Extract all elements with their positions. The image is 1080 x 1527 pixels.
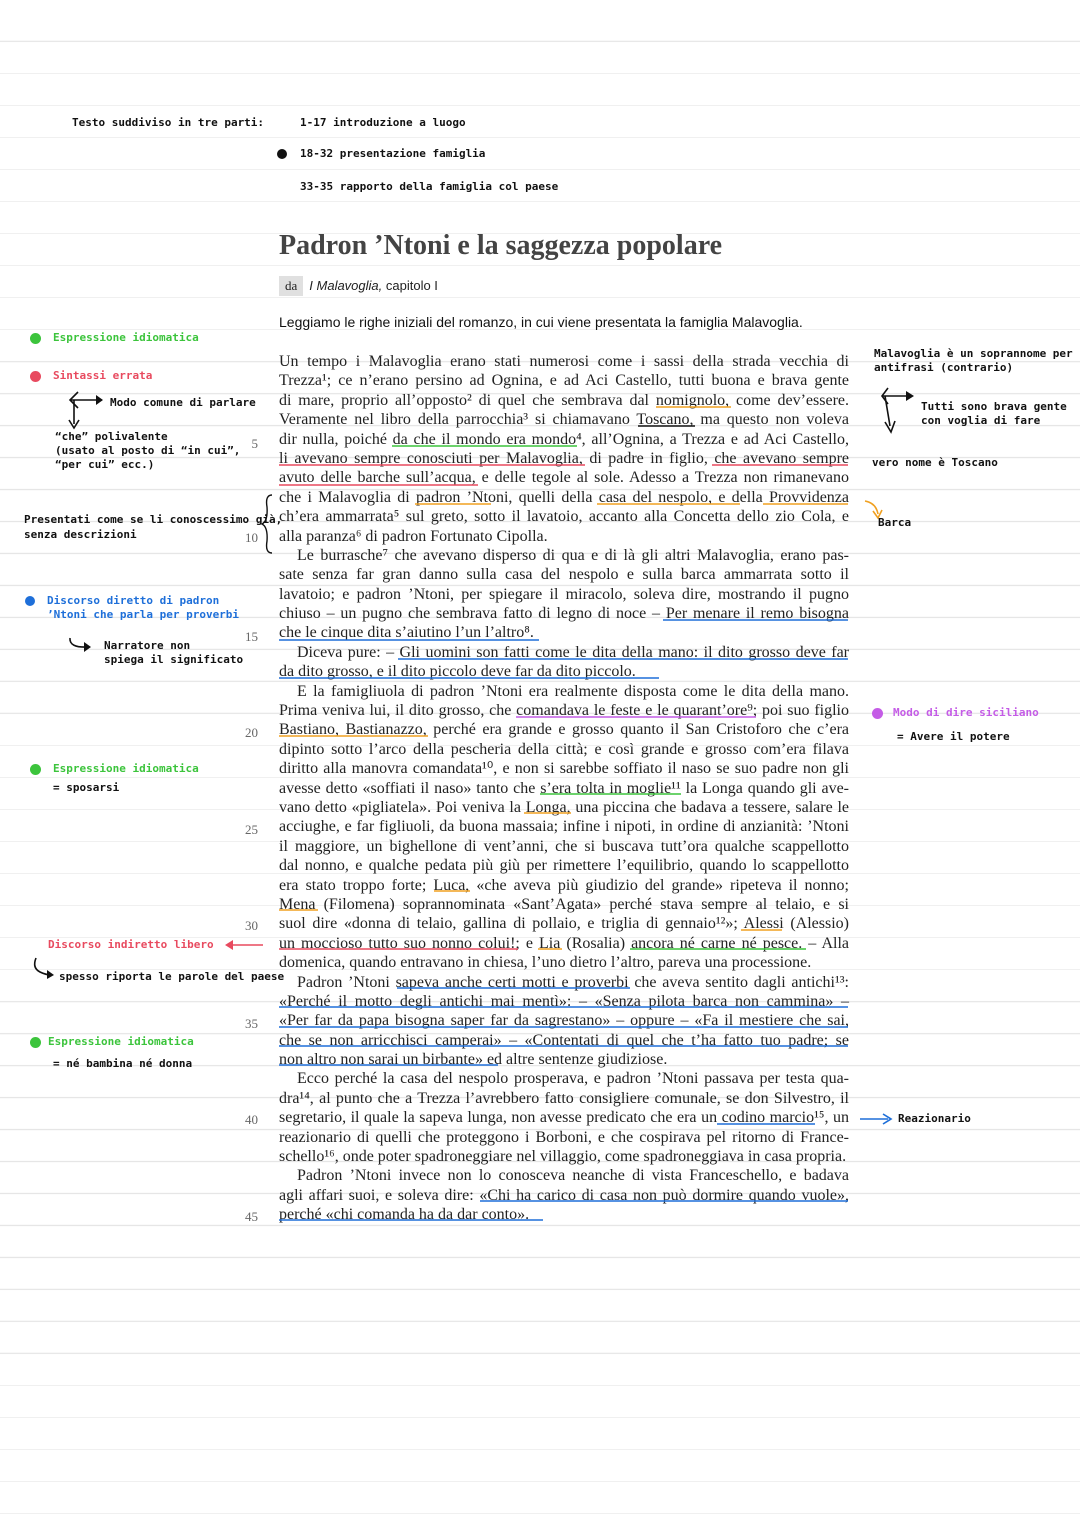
note-sicilian: Modo di dire siciliano bbox=[893, 706, 1039, 719]
passage-line: Padron ’Ntoni invece non lo conosceva neanche di vista Franceschello, e badava bbox=[297, 1167, 849, 1185]
passage-line: Bastiano, Bastianazzo, perché era grande e grosso quanto il San Cristoforo che c’era bbox=[279, 721, 849, 739]
line-number: 45 bbox=[245, 1209, 258, 1224]
passage-line: Diceva pure: – Gli uomini son fatti come le dita della mano: il dito grosso deve far bbox=[297, 643, 849, 661]
passage-line: che i Malavoglia di padron ’Ntoni, quelli della casa del nespolo, e della Provvidenza bbox=[279, 488, 849, 506]
passage-line: E la famigliuola di padron ’Ntoni era realmente disposta come le dita della mano. bbox=[297, 682, 849, 700]
note-free-indirect: Discorso indiretto libero bbox=[48, 938, 214, 951]
line-number: 10 bbox=[245, 530, 258, 545]
red-dot-icon bbox=[30, 371, 41, 382]
source-work: I Malavoglia, bbox=[309, 278, 383, 293]
passage-line: da dito grosso, e il dito piccolo deve far da dito piccolo. bbox=[279, 663, 636, 681]
note-che-3: “per cui” ecc.) bbox=[55, 458, 155, 471]
source-prefix: da bbox=[279, 276, 303, 296]
passage-line: dipinto sotto l’arco della pescheria della città; e così grande e grosso com’era filava bbox=[279, 740, 849, 758]
line-number: 5 bbox=[251, 436, 258, 451]
passage-line: Mena (Filomena) soprannominata «Sant’Agata» perché stava sempre al telaio, e si bbox=[279, 895, 849, 913]
passage-line: acciughe, e far figliuoli, da buona massaia; infine i nipoti, in ordine di anzianità: ’Ntoni bbox=[279, 818, 849, 836]
source-line bbox=[279, 276, 438, 296]
passage-line: Padron ’Ntoni sapeva anche certi motti e proverbi che aveva sentito dagli antichi¹³: bbox=[297, 973, 849, 991]
note-reactionary: Reazionario bbox=[898, 1112, 971, 1125]
line-number: 20 bbox=[245, 725, 258, 740]
passage-line: «Perché il motto degli antichi mai mentì»: – «Senza pilota barca non cammina» – bbox=[279, 992, 849, 1010]
passage-line: agli affari suoi, e soleva dire: «Chi ha carico di casa non può dormire quando vuole», bbox=[279, 1186, 849, 1204]
note-narrator-1: Narratore non bbox=[104, 639, 191, 652]
passage-line: dra¹⁴, al punto che a Trezza l’avrebbero fatto consigliere comunale, se don Silvestro, il bbox=[279, 1089, 849, 1107]
note-village-words: spesso riporta le parole del paese bbox=[59, 970, 285, 983]
passage-line: reazionario di quelli che proteggono i Borboni, e che cospirava pel ritorno di France- bbox=[279, 1128, 849, 1146]
curved-arrow-icon bbox=[66, 390, 106, 434]
line-number: 35 bbox=[245, 1016, 258, 1031]
note-sicilian-meaning: = Avere il potere bbox=[897, 730, 1010, 743]
passage-line: avuto delle barche sull’acqua, e delle tegole al sole. Adesso a Trezza non rimanevano bbox=[279, 469, 849, 487]
note-nickname-1: Malavoglia è un soprannome per bbox=[874, 347, 1073, 360]
curved-arrow-icon bbox=[30, 956, 58, 980]
note-presented-1: Presentati come se li conoscessimo già, bbox=[24, 513, 283, 526]
part-1: 1-17 introduzione a luogo bbox=[300, 116, 466, 129]
passage-line: di mare, proprio all’opposto² di quel che sembrava dal nomignolo, come dev’essere. bbox=[279, 391, 849, 409]
passage-line: «Per far da papa bisogna saper far da sagrestano» – oppure – «Fa il mestiere che sai, bbox=[279, 1012, 849, 1030]
passage-line: che le cinque dita s’aiutino l’un l’altro⁸. bbox=[279, 624, 534, 642]
passage-line: Le burrasche⁷ che avevano disperso di qua e di là gli altri Malavoglia, erano pas- bbox=[297, 546, 849, 564]
line-number: 25 bbox=[245, 822, 258, 837]
passage-line: dal nonno, e qualche pedata più giù per rimettere l’equilibrio, quando lo scappellotto bbox=[279, 857, 849, 875]
purple-dot-icon bbox=[872, 708, 883, 719]
blue-dot-icon bbox=[25, 596, 35, 606]
green-dot-icon bbox=[30, 333, 41, 344]
note-idiom-3: Espressione idiomatica bbox=[48, 1035, 194, 1048]
note-direct-2: ’Ntoni che parla per proverbi bbox=[47, 608, 240, 621]
line-number: 15 bbox=[245, 629, 258, 644]
passage-line: Un tempo i Malavoglia erano stati numerosi come i sassi della strada vecchia di bbox=[279, 353, 849, 370]
note-boat: Barca bbox=[878, 516, 912, 529]
note-presented-2: senza descrizioni bbox=[24, 528, 137, 541]
passage-line: chiuso – un pugno che sembrava fatto di legno di noce – Per menare il remo bisogna bbox=[279, 605, 849, 623]
note-idiom-3-meaning: = né bambina né donna bbox=[53, 1057, 193, 1070]
passage-line: avesse detto «soffiati il naso» tanto che s’era tolta in moglie¹¹ la Longa quando gli ave- bbox=[279, 779, 849, 797]
passage-line: segretario, il quale la sapeva lunga, non avesse predicato che era un codino marcio¹⁵, un bbox=[279, 1109, 849, 1127]
green-dot-icon bbox=[30, 764, 41, 775]
note-direct-1: Discorso diretto di padron bbox=[47, 594, 220, 607]
division-label: Testo suddiviso in tre parti: bbox=[72, 116, 265, 129]
line-number: 40 bbox=[245, 1112, 258, 1127]
left-arrow-icon bbox=[223, 938, 265, 952]
passage-line: un moccioso tutto suo nonno colui!; e Lia (Rosalia) ancora né carne né pesce. – Alla bbox=[279, 934, 849, 952]
note-che-2: (usato al posto di “in cui”, bbox=[55, 444, 241, 457]
passage-line: lavatoio; e padron ’Ntoni, per spiegare il miracolo, soleva dire, mostrando il pugno bbox=[279, 585, 849, 603]
note-idiom-2-meaning: = sposarsi bbox=[53, 781, 120, 794]
bullet-icon bbox=[277, 149, 287, 159]
note-che-1: “che” polivalente bbox=[55, 430, 168, 443]
green-dot-icon bbox=[30, 1037, 41, 1048]
passage-line: perché «chi comanda ha da dar conto». bbox=[279, 1206, 530, 1224]
curved-arrow-icon bbox=[878, 386, 918, 440]
part-3: 33-35 rapporto della famiglia col paese bbox=[300, 180, 559, 193]
passage-line: ch’era ammarrata⁵ sul greto, sotto il lavatoio, accanto alla Concetta dello zio Cola, e bbox=[279, 508, 849, 526]
passage-line: era stato troppo forte; Luca, «che aveva più giudizio del grande» ripeteva il nonno; bbox=[279, 876, 849, 894]
note-good-people-2: con voglia di fare bbox=[921, 414, 1041, 427]
passage bbox=[279, 352, 849, 1225]
passage-line: domenica, quando entravano in chiesa, l’uno dietro l’altro, pareva una processione. bbox=[279, 954, 812, 972]
passage-line: diritto alla manovra comandata¹⁰, e non si sarebbe soffiato il naso se suo padre non gli bbox=[279, 760, 849, 778]
note-narrator-2: spiega il significato bbox=[104, 653, 244, 666]
passage-line: Ecco perché la casa del nespolo prosperava, e padron ’Ntoni passava per testa qua- bbox=[297, 1070, 849, 1088]
intro-text: Leggiamo le righe iniziali del romanzo, in cui viene presentata la famiglia Malavoglia. bbox=[279, 314, 803, 330]
passage-line: Trezza¹; ce n’erano persino ad Ognina, e ad Aci Castello, tutti buona e brava gente bbox=[279, 372, 849, 390]
passage-line: li avevano sempre conosciuti per Malavoglia, di padre in figlio, che avevano sempre bbox=[279, 449, 849, 467]
passage-line: sate senza far gran danno sulla casa del nespolo e sulla barca ammarrata sotto il bbox=[279, 566, 849, 584]
passage-line: il maggiore, un bighellone di vent’anni, che si buscava tutt’ora qualche scappellotto bbox=[279, 837, 849, 855]
page-title: Padron ’Ntoni e la saggezza popolare bbox=[279, 230, 723, 261]
part-2: 18-32 presentazione famiglia bbox=[300, 147, 486, 160]
note-idiom-2: Espressione idiomatica bbox=[53, 762, 199, 775]
curved-arrow-icon bbox=[66, 636, 96, 656]
note-common-speech: Modo comune di parlare bbox=[110, 396, 256, 409]
passage-line: non altro non sarai un birbante» ed altre sentenze giudiziose. bbox=[279, 1051, 668, 1069]
passage-line: Veramente nel libro della parrocchia³ si chiamavano Toscano, ma questo non voleva bbox=[279, 411, 849, 429]
passage-line: vano detto «pigliatela». Poi veniva la Longa, una piccina che badava a tessere, salare le bbox=[279, 798, 849, 816]
brace-icon bbox=[260, 493, 280, 555]
passage-line: Prima veniva lui, il dito grosso, che comandava le feste e le quarant’ore⁹; poi suo figlio bbox=[279, 702, 849, 720]
passage-line: dir nulla, poiché da che il mondo era mondo⁴, all’Ognina, a Trezza e ad Aci Castello, bbox=[279, 430, 849, 448]
note-syntax: Sintassi errata bbox=[53, 369, 153, 382]
passage-line: alla paranza⁶ di padron Fortunato Cipolla. bbox=[279, 527, 548, 545]
source-chapter: capitolo I bbox=[385, 278, 438, 293]
passage-line: suol dire «donna di telaio, gallina di pollaio, e triglia di gennaio¹²»; Alessi (Alessio) bbox=[279, 915, 849, 933]
note-good-people-1: Tutti sono brava gente bbox=[921, 400, 1067, 413]
right-arrow-icon bbox=[858, 1112, 894, 1126]
passage-line: che se non arricchisci camperai» – «Contentati di quel che t’ha fatto tuo padre; se bbox=[279, 1031, 849, 1049]
note-nickname-2: antifrasi (contrario) bbox=[874, 361, 1014, 374]
passage-line: schello¹⁶, onde poter spadroneggiare nel villaggio, come spadroneggiava in casa propria. bbox=[279, 1148, 847, 1166]
note-idiom-1: Espressione idiomatica bbox=[53, 331, 199, 344]
note-real-name: vero nome è Toscano bbox=[872, 456, 998, 469]
line-number: 30 bbox=[245, 918, 258, 933]
